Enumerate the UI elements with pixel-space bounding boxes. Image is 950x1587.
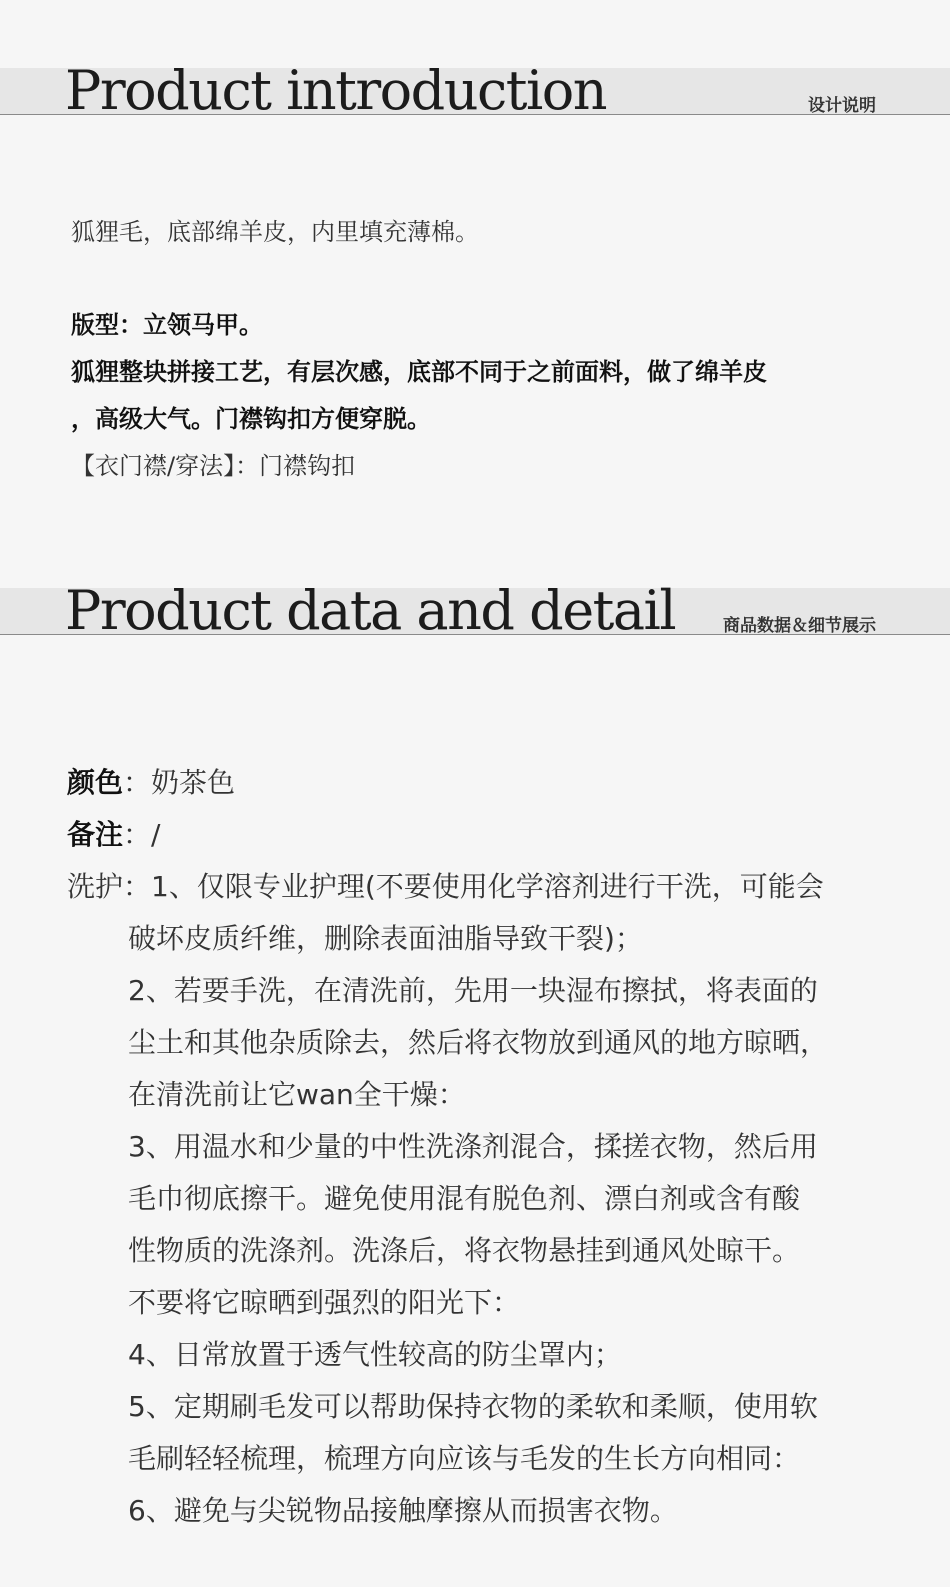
materials-text: [71, 212, 891, 247]
color-row: [67, 757, 887, 809]
separator: ：: [123, 818, 152, 851]
craft-line-2: ，高级大气。门襟钩扣方便穿脱。: [71, 405, 431, 433]
closure-line: 【衣门襟/穿法】：门襟钩扣: [71, 452, 356, 480]
care-line: 4、日常放置于透气性较高的防尘罩内；: [128, 1338, 622, 1371]
care-line: 毛刷轻轻梳理，梳理方向应该与毛发的生长方向相同：: [128, 1442, 801, 1475]
care-line: 2、若要手洗，在清洗前，先用一块湿布擦拭，将表面的: [128, 974, 818, 1007]
note-label: 备注: [67, 818, 124, 851]
care-line: 破坏皮质纤维，删除表面油脂导致干裂)；: [128, 922, 643, 955]
care-line: 在清洗前让它wan全干燥：: [128, 1078, 466, 1111]
note-row: [67, 809, 887, 861]
care-line: 尘土和其他杂质除去，然后将衣物放到通风的地方晾晒，: [128, 1026, 829, 1059]
style-line: [71, 302, 891, 349]
care-line: 不要将它晾晒到强烈的阳光下：: [128, 1286, 521, 1319]
separator: ：: [123, 870, 152, 903]
care-line: [67, 861, 887, 913]
care-label: 洗护: [67, 870, 124, 903]
section-title: Product data and detail: [65, 579, 676, 642]
care-row: [67, 861, 887, 1537]
section-subtitle: 设计说明: [808, 96, 876, 116]
section-subtitle: 商品数据＆细节展示: [723, 616, 876, 636]
separator: ：: [123, 766, 152, 799]
section-header-details: [0, 579, 950, 642]
section-title: Product introduction: [65, 59, 607, 122]
care-line: 3、用温水和少量的中性洗涤剂混合，揉搓衣物，然后用: [128, 1130, 818, 1163]
care-line: 5、定期刷毛发可以帮助保持衣物的柔软和柔顺，使用软: [128, 1390, 818, 1423]
product-details: [67, 757, 887, 1537]
style-description: [71, 302, 891, 490]
care-line: 性物质的洗涤剂。洗涤后，将衣物悬挂到通风处晾干。: [128, 1234, 801, 1267]
care-line: 毛巾彻底擦干。避免使用混有脱色剂、漂白剂或含有酸: [128, 1182, 801, 1215]
style-label: 版型：: [71, 311, 143, 339]
care-instructions: [67, 861, 887, 1537]
craft-line-1: 狐狸整块拼接工艺，有层次感，底部不同于之前面料，做了绵羊皮: [71, 358, 767, 386]
color-label: 颜色: [67, 766, 124, 799]
color-value: 奶茶色: [151, 766, 236, 799]
care-line: 6、避免与尖锐物品接触摩擦从而损害衣物。: [128, 1494, 678, 1527]
section-header-intro: [0, 59, 950, 122]
style-value: 立领马甲。: [143, 311, 263, 339]
care-first-text: 1、仅限专业护理(不要使用化学溶剂进行干洗，可能会: [151, 870, 824, 903]
materials-line: 狐狸毛，底部绵羊皮，内里填充薄棉。: [71, 218, 479, 246]
note-value: /: [151, 818, 161, 851]
